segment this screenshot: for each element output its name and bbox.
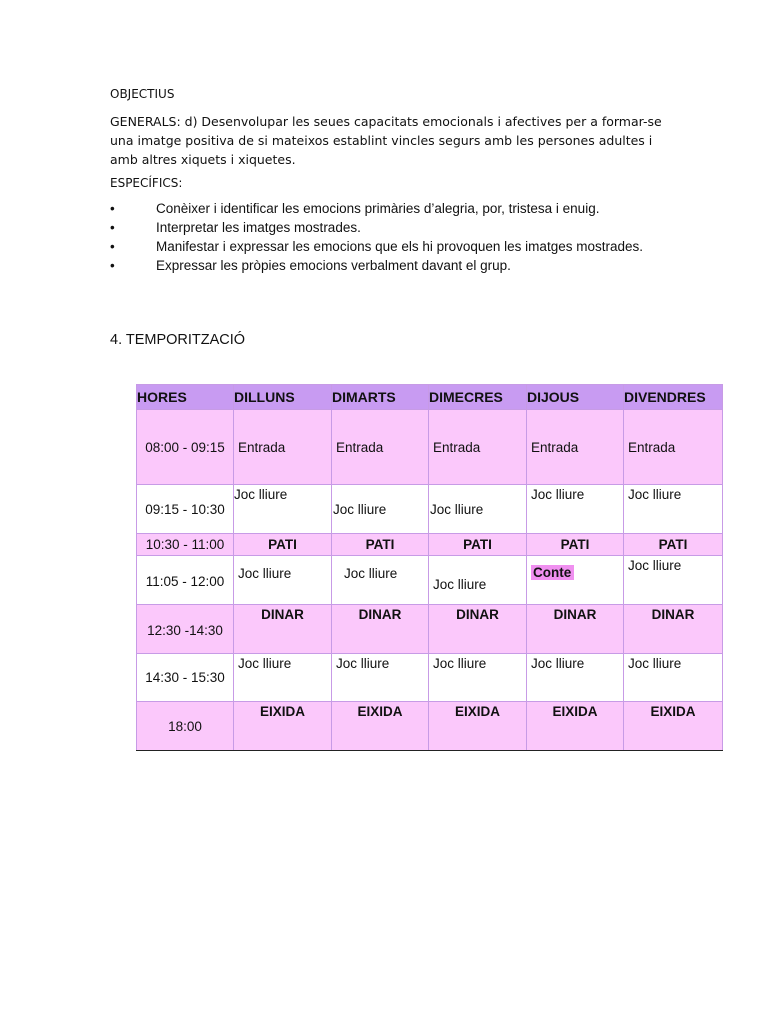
schedule-cell: DINAR [527,604,624,653]
schedule-cell: Joc lliure [234,485,332,534]
bullet-icon: • [110,239,115,254]
schedule-cell: Entrada [624,410,723,485]
schedule-cell: EIXIDA [429,702,527,751]
schedule-cell: PATI [527,534,624,556]
header-dimarts: DIMARTS [332,385,429,410]
header-divendres: DIVENDRES [624,385,723,410]
schedule-cell: Entrada [429,410,527,485]
schedule-cell: EIXIDA [332,702,429,751]
time-cell: 18:00 [137,702,234,751]
table-row [137,702,723,751]
especifics-list [110,201,670,277]
time-cell: 08:00 - 09:15 [137,410,234,485]
objectius-title: OBJECTIUS [110,87,175,101]
header-dilluns: DILLUNS [234,385,332,410]
schedule-cell: Entrada [234,410,332,485]
table-row [137,604,723,653]
time-cell: 09:15 - 10:30 [137,485,234,534]
header-dimecres: DIMECRES [429,385,527,410]
schedule-cell: Joc lliure [624,485,723,534]
table-row [137,410,723,485]
header-dijous: DIJOUS [527,385,624,410]
table-header-row [137,385,723,410]
schedule-cell: PATI [332,534,429,556]
time-cell: 11:05 - 12:00 [137,556,234,605]
schedule-cell: Joc lliure [527,485,624,534]
schedule-cell: EIXIDA [234,702,332,751]
schedule-cell: PATI [429,534,527,556]
bullet-icon: • [110,220,115,235]
schedule-cell: PATI [234,534,332,556]
especifics-label: ESPECÍFICS: [110,176,183,190]
schedule-cell: Entrada [332,410,429,485]
time-cell: 12:30 -14:30 [137,604,234,653]
schedule-cell: Joc lliure [527,653,624,702]
bullet-icon: • [110,258,115,273]
schedule-cell: Joc lliure [429,556,527,605]
schedule-cell: EIXIDA [527,702,624,751]
table-row [137,534,723,556]
table-row [137,556,723,605]
schedule-cell: DINAR [429,604,527,653]
schedule-cell: Joc lliure [234,653,332,702]
schedule-cell: Entrada [527,410,624,485]
list-item: • Expressar les pròpies emocions verbalment davant el grup. [110,258,511,273]
schedule-cell [527,556,624,605]
schedule-cell: Joc lliure [332,556,429,605]
schedule-cell: DINAR [332,604,429,653]
schedule-cell: DINAR [624,604,723,653]
schedule-cell: PATI [624,534,723,556]
schedule-cell: Joc lliure [332,653,429,702]
schedule-cell: Joc lliure [429,485,527,534]
section-title: 4. TEMPORITZACIÓ [110,332,246,348]
conte-highlight: Conte [531,565,574,580]
table-row [137,653,723,702]
schedule-table [136,384,723,751]
schedule-cell: Joc lliure [332,485,429,534]
generals-paragraph: GENERALS: d) Desenvolupar les seues capacitats emocionals i afectives per a formar-se una imatge positiva de si mateixos establint vincles segurs amb les persones adultes i amb altres xiquets i xiquetes. [110,114,662,167]
header-hores: HORES [137,385,234,410]
schedule-cell: EIXIDA [624,702,723,751]
list-item: • Manifestar i expressar les emocions que els hi provoquen les imatges mostrades. [110,239,643,254]
bullet-icon: • [110,201,115,216]
time-cell: 14:30 - 15:30 [137,653,234,702]
schedule-cell: Joc lliure [234,556,332,605]
schedule-cell: DINAR [234,604,332,653]
list-item: • Conèixer i identificar les emocions primàries d’alegria, por, tristesa i enuig. [110,201,600,216]
table-row [137,485,723,534]
schedule-cell: Joc lliure [429,653,527,702]
list-item: • Interpretar les imatges mostrades. [110,220,361,235]
time-cell: 10:30 - 11:00 [137,534,234,556]
schedule-cell: Joc lliure [624,556,723,605]
schedule-cell: Joc lliure [624,653,723,702]
